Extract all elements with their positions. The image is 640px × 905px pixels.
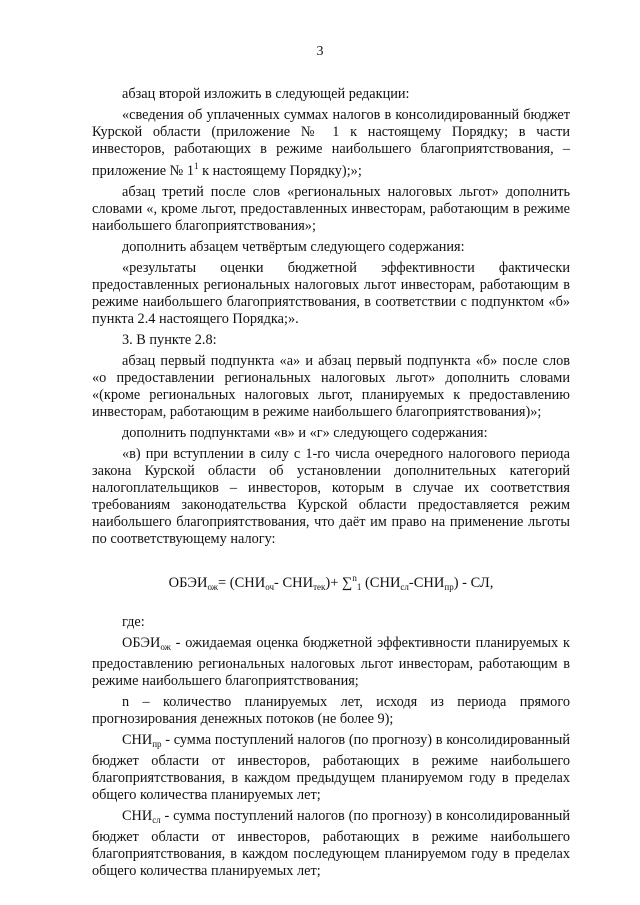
- formula: [92, 570, 570, 596]
- paragraph-6: 3. В пункте 2.8:: [122, 332, 217, 348]
- formula-part: = (СНИ: [217, 575, 266, 591]
- formula-part: ОБЭИ: [168, 575, 208, 591]
- paragraph-1: абзац второй изложить в следующей редакции:: [122, 86, 410, 102]
- where-label: где:: [122, 614, 145, 630]
- paragraph-5: «результаты оценки бюджетной эффективности фактически предоставленных региональных налоговых льгот инвесторам, работающим в режиме наибольшего благоприятствования, в соответствии с подпунктом «б» пункта 2.4 настоящего Порядка;».: [92, 260, 570, 327]
- formula-sub: сл: [400, 582, 409, 592]
- definition-text: - сумма поступлений налогов (по прогнозу) в консолидированный бюджет области от инвесторов, работающих в режиме наибольшего благоприятствования, в каждом последующем планируемом году в пределах общего количества планируемых лет;: [92, 808, 570, 879]
- formula-sub: пр: [444, 582, 454, 592]
- term-sub: сл: [152, 815, 161, 825]
- definition-text: - сумма поступлений налогов (по прогнозу) в консолидированный бюджет области от инвесторов, работающих в режиме наибольшего благоприятствования, в каждом предыдущем планируемом году в пределах общего количества планируемых лет;: [92, 732, 570, 803]
- term-sub: пр: [152, 739, 162, 749]
- term: СНИ: [122, 732, 153, 748]
- term: ОБЭИ: [122, 635, 161, 651]
- formula-sub: тек: [313, 582, 326, 592]
- formula-part: ) - СЛ,: [453, 575, 494, 591]
- formula-part: - СНИ: [273, 575, 314, 591]
- paragraph-2-text: «сведения об уплаченных суммах налогов в консолидированный бюджет Курской области (приложение № 1 к настоящему Порядку; в части инвесторов, работающих в режиме наибольшего благоприятствования, – приложение № 1: [92, 107, 570, 179]
- formula-part: )+ ∑: [325, 575, 353, 591]
- paragraph-2: [92, 107, 570, 180]
- superscript: 1: [194, 161, 199, 171]
- paragraph-4: дополнить абзацем четвёртым следующего содержания:: [122, 239, 465, 255]
- definition-3: [92, 732, 570, 804]
- term-sub: ож: [160, 642, 171, 652]
- formula-sub: ож: [207, 582, 218, 592]
- formula-part: (СНИ: [361, 575, 401, 591]
- definition-1: [92, 635, 570, 690]
- formula-sup: n: [352, 573, 357, 583]
- paragraph-8: дополнить подпунктами «в» и «г» следующего содержания:: [122, 425, 488, 441]
- paragraph-3: абзац третий после слов «региональных налоговых льгот» дополнить словами «, кроме льгот, предоставленных инвесторам, работающим в режиме наибольшего благоприятствования»;: [92, 184, 570, 234]
- paragraph-9: «в) при вступлении в силу с 1-го числа очередного налогового периода закона Курской области об установлении дополнительных категорий налогоплательщиков – инвесторов, которым в случае их соответствия требованиям законодательства Курской области предоставляется режим наибольшего благоприятствования, что даёт им право на применение льготы по соответствующему налогу:: [92, 446, 570, 547]
- definition-2: n – количество планируемых лет, исходя из периода прямого прогнозирования денежных потоков (не более 9);: [92, 694, 570, 727]
- paragraph-2-tail: к настоящему Порядку);»;: [198, 163, 362, 179]
- definition-text: - ожидаемая оценка бюджетной эффективности планируемых к предоставлению региональных налоговых льгот инвесторам, работающим в режиме наибольшего благоприятствования;: [92, 635, 570, 689]
- paragraph-7: абзац первый подпункта «а» и абзац первый подпункта «б» после слов «о предоставлении региональных налоговых льгот» дополнить словами «(кроме региональных налоговых льгот, планируемых к предоставлению инвесторам, работающим в режиме наибольшего благоприятствования)»;: [92, 353, 570, 420]
- formula-sub: 1: [356, 582, 362, 592]
- formula-sub: оч: [265, 582, 274, 592]
- page-number: 3: [316, 44, 324, 59]
- definition-4: [92, 808, 570, 880]
- document-body: [92, 86, 570, 884]
- formula-part: -СНИ: [408, 575, 445, 591]
- term: СНИ: [122, 808, 153, 824]
